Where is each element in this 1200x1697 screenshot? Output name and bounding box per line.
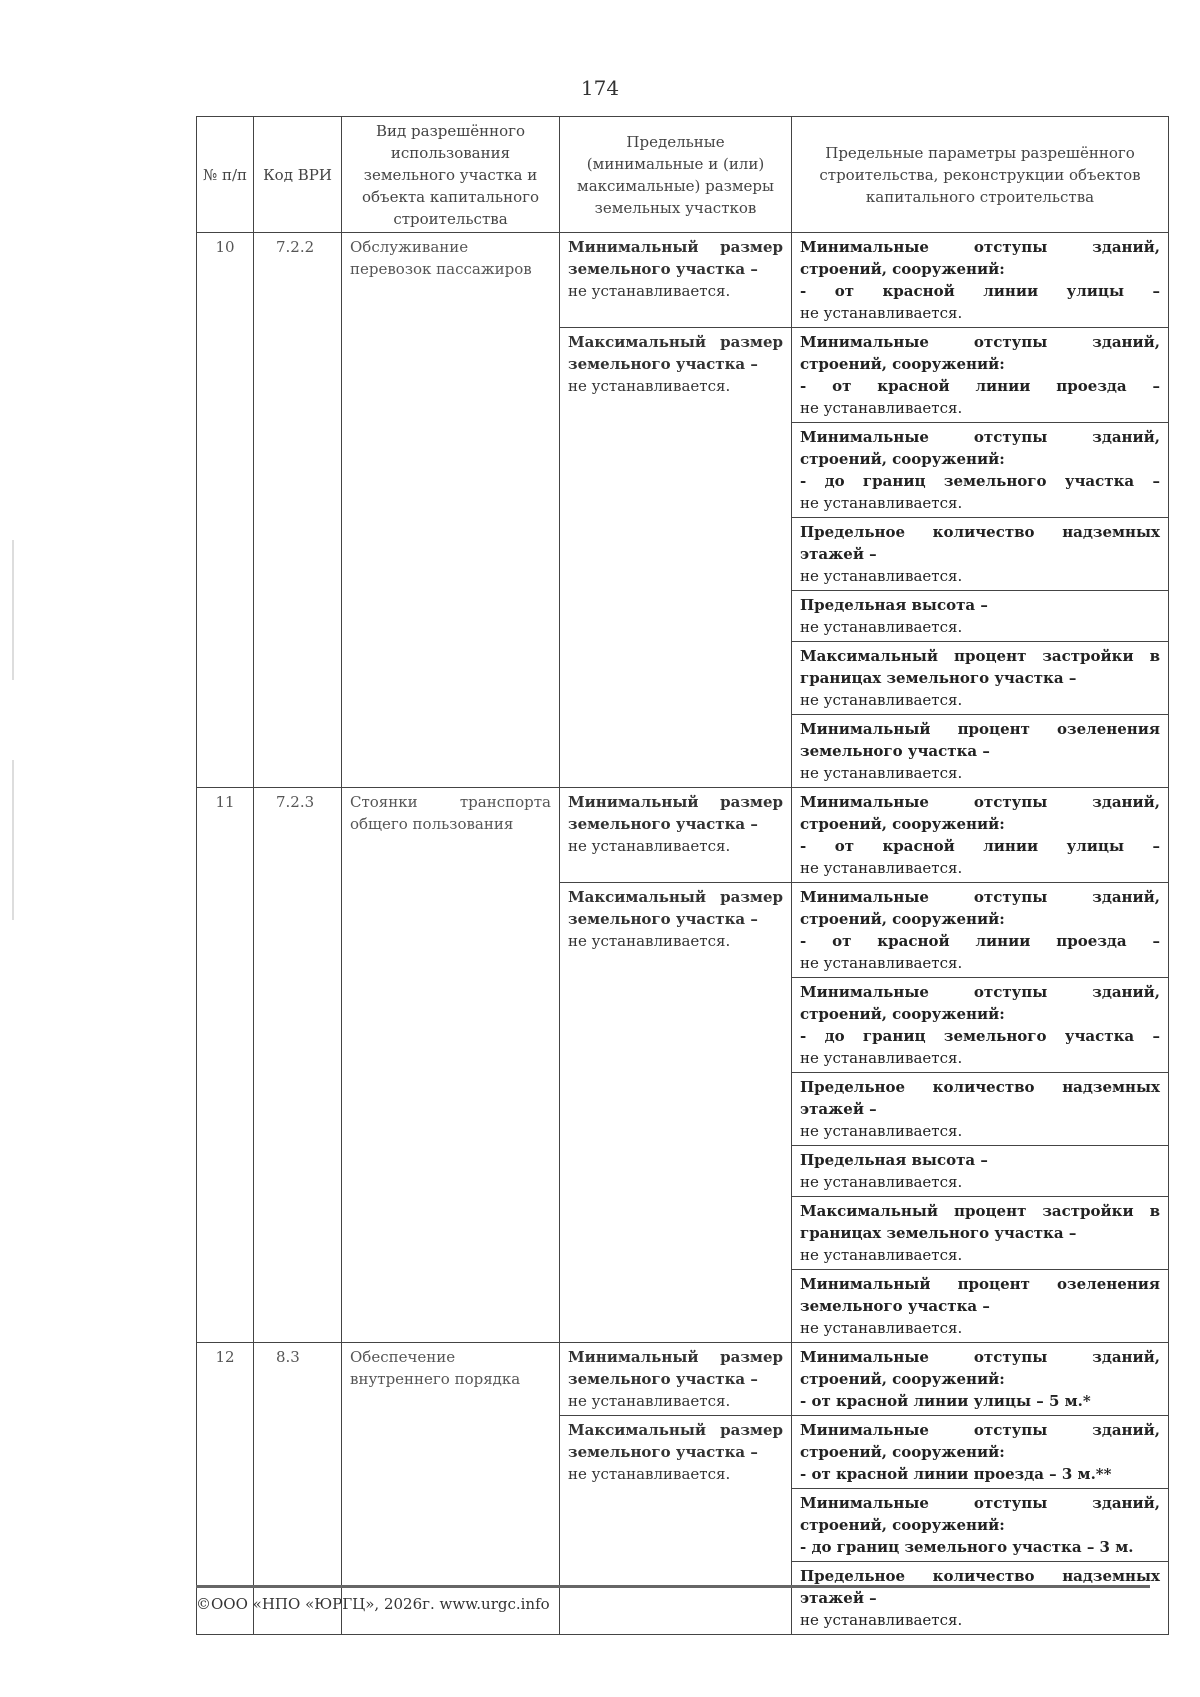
param-label: Предельная высота – (800, 1151, 988, 1169)
param-label: Максимальный процент застройки в границах земельного участка – (800, 647, 1160, 687)
param-value: не устанавливается. (800, 399, 963, 417)
param-cell (792, 715, 1169, 788)
max-plot-size (560, 883, 792, 1343)
param-value: не устанавливается. (800, 1246, 963, 1264)
size-label: Максимальный размер земельного участка – (568, 333, 783, 373)
param-label: Минимальные отступы зданий, строений, сооружений: (800, 1348, 1160, 1388)
param-cell (792, 1270, 1169, 1343)
header-code: Код ВРИ (254, 117, 342, 233)
param-cell (792, 233, 1169, 328)
param-label: Минимальные отступы зданий, строений, сооружений: (800, 428, 1160, 468)
min-plot-size (560, 1343, 792, 1416)
param-label: Минимальные отступы зданий, строений, сооружений: (800, 983, 1160, 1023)
param-cell (792, 328, 1169, 423)
size-label: Максимальный размер земельного участка – (568, 888, 783, 928)
param-cell (792, 1343, 1169, 1416)
param-value: не устанавливается. (800, 618, 963, 636)
param-label: Минимальный процент озеленения земельного участка – (800, 720, 1160, 760)
param-value: не устанавливается. (800, 1319, 963, 1337)
param-cell (792, 591, 1169, 642)
param-label: Минимальный процент озеленения земельного участка – (800, 1275, 1160, 1315)
row-number: 12 (197, 1343, 254, 1635)
param-label: Минимальные отступы зданий, строений, сооружений: (800, 888, 1160, 928)
param-label: Предельная высота – (800, 596, 988, 614)
param-label: Минимальные отступы зданий, строений, сооружений: (800, 333, 1160, 373)
param-cell (792, 1146, 1169, 1197)
header-params: Предельные параметры разрешённого строительства, реконструкции объектов капитального строительства (792, 117, 1169, 233)
param-value: не устанавливается. (800, 1611, 963, 1629)
max-plot-size (560, 328, 792, 788)
size-value: не устанавливается. (568, 282, 731, 300)
param-sub: - до границ земельного участка – (800, 472, 1160, 490)
max-plot-size (560, 1416, 792, 1635)
row-number: 10 (197, 233, 254, 788)
param-cell (792, 642, 1169, 715)
regulations-table (196, 116, 1169, 1635)
param-sub: - до границ земельного участка – 3 м. (800, 1538, 1134, 1556)
param-label: Предельное количество надземных этажей – (800, 1567, 1160, 1607)
param-value: не устанавливается. (800, 1122, 963, 1140)
param-sub: - от красной линии проезда – 3 м.** (800, 1465, 1112, 1483)
param-cell (792, 1073, 1169, 1146)
param-value: не устанавливается. (800, 567, 963, 585)
param-cell (792, 518, 1169, 591)
row-code: 8.3 (254, 1343, 342, 1635)
scan-margin-mark (12, 760, 14, 920)
scan-margin-mark (12, 540, 14, 680)
param-sub: - от красной линии улицы – (800, 837, 1160, 855)
param-value: не устанавливается. (800, 304, 963, 322)
param-sub: - от красной линии проезда – (800, 377, 1160, 395)
param-label: Минимальные отступы зданий, строений, сооружений: (800, 793, 1160, 833)
param-cell (792, 1562, 1169, 1635)
min-plot-size (560, 233, 792, 328)
min-plot-size (560, 788, 792, 883)
row-vri-name: Обслуживание перевозок пассажиров (342, 233, 560, 788)
param-cell (792, 978, 1169, 1073)
size-value: не устанавливается. (568, 1465, 731, 1483)
row-vri-name: Стоянки транспорта общего пользования (342, 788, 560, 1343)
table-row (197, 233, 1169, 328)
param-sub: - от красной линии проезда – (800, 932, 1160, 950)
row-number: 11 (197, 788, 254, 1343)
param-value: не устанавливается. (800, 1049, 963, 1067)
param-cell (792, 1197, 1169, 1270)
size-label: Минимальный размер земельного участка – (568, 793, 783, 833)
param-label: Предельное количество надземных этажей – (800, 523, 1160, 563)
size-value: не устанавливается. (568, 377, 731, 395)
param-label: Предельное количество надземных этажей – (800, 1078, 1160, 1118)
row-vri-name: Обеспечение внутреннего порядка (342, 1343, 560, 1635)
table-header-row (197, 117, 1169, 233)
param-sub: - от красной линии улицы – 5 м.* (800, 1392, 1091, 1410)
size-value: не устанавливается. (568, 837, 731, 855)
param-label: Минимальные отступы зданий, строений, сооружений: (800, 1421, 1160, 1461)
param-value: не устанавливается. (800, 764, 963, 782)
table-row (197, 788, 1169, 883)
param-cell (792, 1489, 1169, 1562)
param-cell (792, 788, 1169, 883)
param-value: не устанавливается. (800, 691, 963, 709)
size-label: Минимальный размер земельного участка – (568, 1348, 783, 1388)
page-number: 174 (580, 76, 620, 100)
param-label: Минимальные отступы зданий, строений, сооружений: (800, 238, 1160, 278)
footer-copyright: ©ООО «НПО «ЮРГЦ», 2026г. www.urgc.info (196, 1595, 550, 1613)
param-label: Максимальный процент застройки в границах земельного участка – (800, 1202, 1160, 1242)
param-value: не устанавливается. (800, 494, 963, 512)
size-label: Минимальный размер земельного участка – (568, 238, 783, 278)
header-num: № п/п (197, 117, 254, 233)
param-cell (792, 1416, 1169, 1489)
row-code: 7.2.2 (254, 233, 342, 788)
table-row (197, 1343, 1169, 1416)
row-code: 7.2.3 (254, 788, 342, 1343)
header-sizes: Предельные (минимальные и (или) максимальные) размеры земельных участков (560, 117, 792, 233)
param-cell (792, 423, 1169, 518)
param-cell (792, 883, 1169, 978)
footer-divider (196, 1585, 1150, 1588)
param-label: Минимальные отступы зданий, строений, сооружений: (800, 1494, 1160, 1534)
header-vri: Вид разрешённого использования земельного участка и объекта капитального строительства (342, 117, 560, 233)
param-value: не устанавливается. (800, 1173, 963, 1191)
param-sub: - до границ земельного участка – (800, 1027, 1160, 1045)
param-value: не устанавливается. (800, 954, 963, 972)
size-value: не устанавливается. (568, 932, 731, 950)
param-sub: - от красной линии улицы – (800, 282, 1160, 300)
size-label: Максимальный размер земельного участка – (568, 1421, 783, 1461)
param-value: не устанавливается. (800, 859, 963, 877)
size-value: не устанавливается. (568, 1392, 731, 1410)
